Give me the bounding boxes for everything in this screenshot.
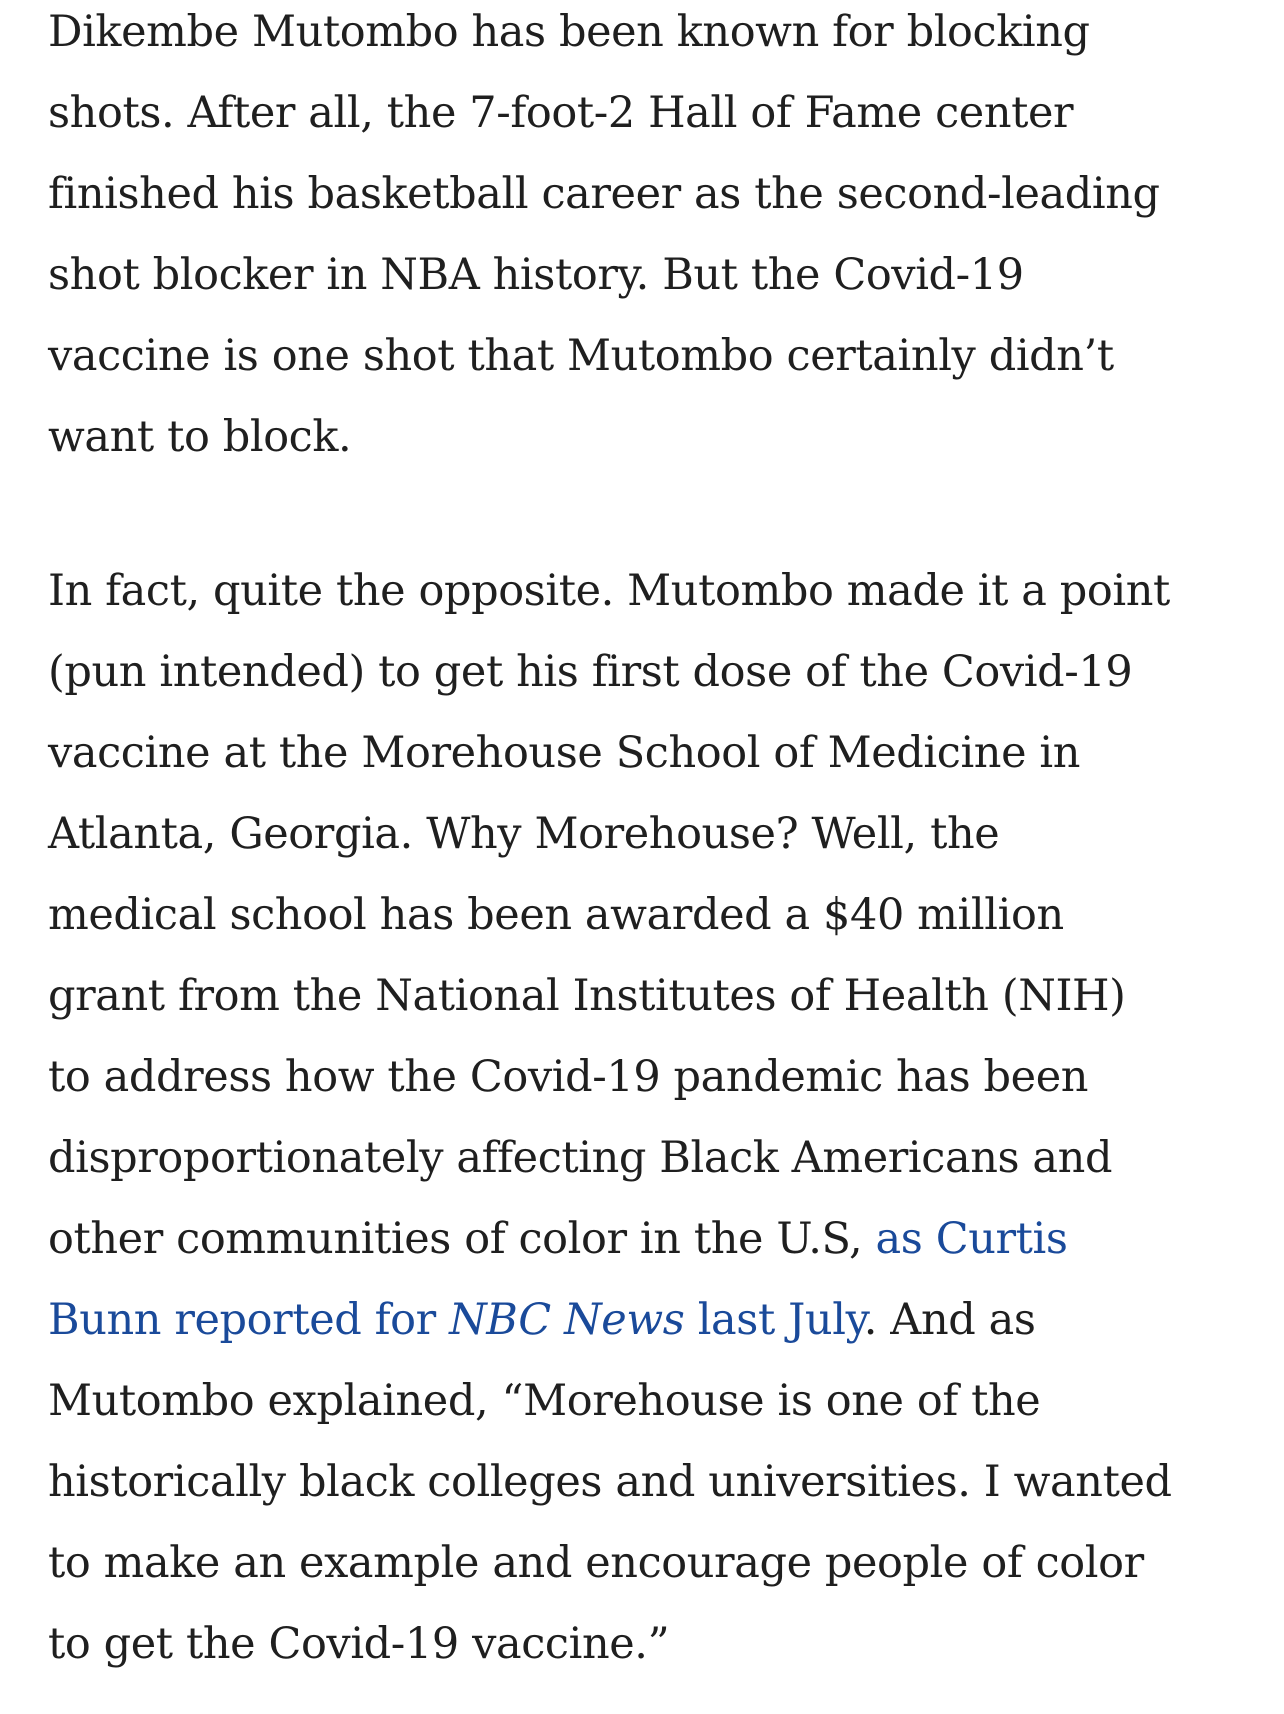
- nbc-news-article-link-part-1[interactable]: as Curtis: [875, 1214, 1068, 1264]
- paragraph-2-line: disproportionately affecting Black Americans and: [48, 1133, 1113, 1183]
- paragraph-2-quote-line: historically black colleges and universities. I wanted: [48, 1457, 1172, 1507]
- paragraph-1-line: shot blocker in NBA history. But the Covid-19: [48, 250, 1024, 300]
- paragraph-1-line: Dikembe Mutombo has been known for blocking: [48, 7, 1090, 57]
- paragraph-2-line: to address how the Covid-19 pandemic has been: [48, 1052, 1089, 1102]
- paragraph-2-line-with-link-end: [48, 1280, 1248, 1361]
- paragraph-2-line: (pun intended) to get his first dose of the Covid-19: [48, 647, 1133, 697]
- paragraph-2-line: Atlanta, Georgia. Why Morehouse? Well, the: [48, 809, 1000, 859]
- publication-name: NBC News: [449, 1295, 685, 1345]
- paragraph-2-quote-line: Mutombo explained, “Morehouse is one of the: [48, 1376, 1041, 1426]
- paragraph-2-line: vaccine at the Morehouse School of Medicine in: [48, 728, 1081, 778]
- paragraph-1-line: shots. After all, the 7-foot-2 Hall of Fame center: [48, 88, 1074, 138]
- nbc-news-article-link-part-2[interactable]: [48, 1295, 864, 1345]
- paragraph-2-line: medical school has been awarded a $40 million: [48, 890, 1064, 940]
- line-text: other communities of color in the U.S,: [48, 1214, 876, 1264]
- paragraph-2: [48, 551, 1248, 1685]
- paragraph-1-line: vaccine is one shot that Mutombo certainly didn’t: [48, 331, 1114, 381]
- after-link-text: . And as: [863, 1295, 1036, 1345]
- link-text: Bunn reported for: [48, 1295, 450, 1345]
- link-text-end: last July: [684, 1295, 864, 1345]
- paragraph-1-line: want to block.: [48, 412, 352, 462]
- paragraph-1-line: finished his basketball career as the second-leading: [48, 169, 1160, 219]
- paragraph-1: [48, 0, 1248, 478]
- paragraph-2-line: In fact, quite the opposite. Mutombo made it a point: [48, 566, 1170, 616]
- paragraph-2-quote-line: to get the Covid-19 vaccine.”: [48, 1619, 670, 1669]
- article-body: [48, 0, 1248, 1685]
- paragraph-2-quote-line: to make an example and encourage people of color: [48, 1538, 1144, 1588]
- paragraph-2-line-with-link-start: [48, 1199, 1248, 1280]
- paragraph-2-line: grant from the National Institutes of Health (NIH): [48, 971, 1126, 1021]
